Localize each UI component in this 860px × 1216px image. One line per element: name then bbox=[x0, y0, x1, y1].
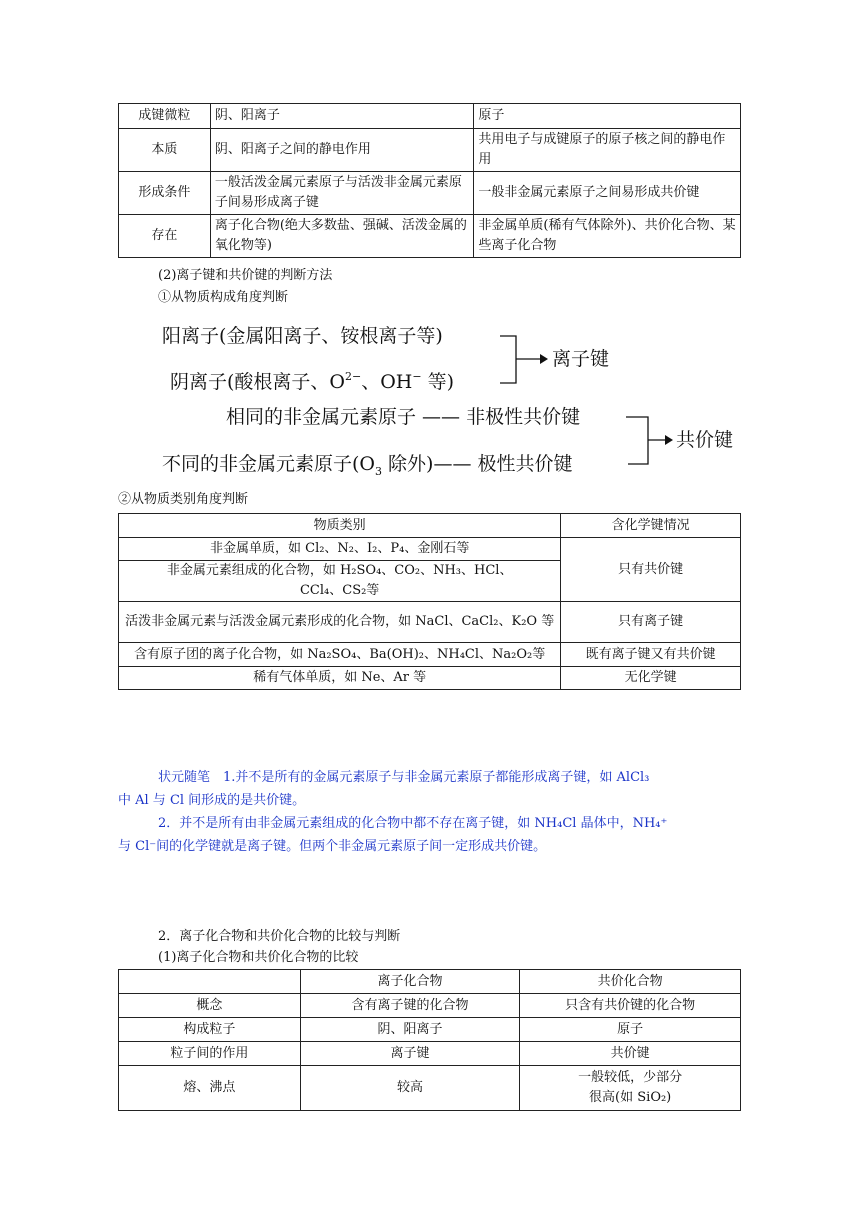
table-row bbox=[119, 215, 741, 258]
bond-cell: 无化学键 bbox=[561, 667, 741, 690]
bond-cell: 只有离子键 bbox=[561, 602, 741, 643]
ionic-bond-label: 离子键 bbox=[552, 348, 610, 370]
table-row bbox=[119, 602, 741, 643]
row-label: 熔、沸点 bbox=[119, 1066, 301, 1111]
row-label: 成键微粒 bbox=[119, 104, 211, 129]
subheading: ①从物质构成角度判断 bbox=[158, 290, 289, 305]
arrow-icon bbox=[665, 435, 673, 445]
table-row bbox=[119, 667, 741, 690]
covalent-cell: 一般非金属元素原子之间易形成共价键 bbox=[474, 172, 741, 215]
note-line: 中 Al 与 Cl 间形成的是共价键。 bbox=[118, 793, 306, 808]
ionic-cell: 含有离子键的化合物 bbox=[300, 994, 520, 1018]
table-row bbox=[119, 172, 741, 215]
row-label: 粒子间的作用 bbox=[119, 1042, 301, 1066]
header-cell: 物质类别 bbox=[119, 514, 561, 538]
category-cell: 非金属单质，如 Cl₂、N₂、I₂、P₄、金刚石等 bbox=[119, 538, 561, 561]
compound-comparison-table bbox=[118, 969, 741, 1111]
row-label: 构成粒子 bbox=[119, 1018, 301, 1042]
ionic-bracket bbox=[500, 336, 540, 383]
note-line: 2．并不是所有由非金属元素组成的化合物中都不存在离子键，如 NH₄Cl 晶体中，NH₄⁺ bbox=[158, 816, 668, 831]
covalent-cell: 原子 bbox=[474, 104, 741, 129]
ionic-cell: 阴、阳离子 bbox=[210, 104, 474, 129]
note-line: 与 Cl⁻间的化学键就是离子键。但两个非金属元素原子间一定形成共价键。 bbox=[118, 839, 547, 854]
bond-cell: 只有共价键 bbox=[561, 538, 741, 602]
table-row bbox=[119, 1042, 741, 1066]
category-cell: 稀有气体单质，如 Ne、Ar 等 bbox=[119, 667, 561, 690]
bond-cell: 既有离子键又有共价键 bbox=[561, 643, 741, 667]
table-row bbox=[119, 970, 741, 994]
ionic-cell: 较高 bbox=[300, 1066, 520, 1111]
cation-label: 阳离子(金属阳离子、铵根离子等) bbox=[162, 325, 443, 347]
ionic-cell: 离子化合物(绝大多数盐、强碱、活泼金属的氧化物等) bbox=[210, 215, 474, 258]
subheading: (1)离子化合物和共价化合物的比较 bbox=[158, 950, 359, 965]
substance-bond-table bbox=[118, 513, 741, 690]
table-row bbox=[119, 514, 741, 538]
diff-atoms-label: 不同的非金属元素原子($O_3$ 除外)—— 极性共价键 bbox=[162, 453, 573, 478]
covalent-cell: 原子 bbox=[520, 1018, 741, 1042]
table-row bbox=[119, 994, 741, 1018]
bond-comparison-table bbox=[118, 103, 741, 258]
category-cell: 含有原子团的离子化合物，如 Na₂SO₄、Ba(OH)₂、NH₄Cl、Na₂O₂等 bbox=[119, 643, 561, 667]
covalent-cell: 只含有共价键的化合物 bbox=[520, 994, 741, 1018]
row-label: 形成条件 bbox=[119, 172, 211, 215]
table-row bbox=[119, 538, 741, 561]
category-cell: 活泼非金属元素与活泼金属元素形成的化合物，如 NaCl、CaCl₂、K₂O 等 bbox=[119, 602, 561, 643]
anion-label: 阴离子(酸根离子、$O^{2-}$、OH− 等) bbox=[170, 370, 455, 393]
covalent-cell: 非金属单质(稀有气体除外)、共价化合物、某些离子化合物 bbox=[474, 215, 741, 258]
header-cell: 含化学键情况 bbox=[561, 514, 741, 538]
covalent-cell: 共用电子与成键原子的原子核之间的静电作用 bbox=[474, 129, 741, 172]
ionic-cell: 离子键 bbox=[300, 1042, 520, 1066]
row-label: 概念 bbox=[119, 994, 301, 1018]
table-row bbox=[119, 104, 741, 129]
covalent-bond-label: 共价键 bbox=[676, 429, 734, 451]
covalent-bracket bbox=[626, 417, 665, 464]
section-heading: (2)离子键和共价键的判断方法 bbox=[158, 268, 333, 283]
table-row bbox=[119, 1066, 741, 1111]
table-row bbox=[119, 129, 741, 172]
table-row bbox=[119, 643, 741, 667]
covalent-cell: 共价键 bbox=[520, 1042, 741, 1066]
covalent-cell-line: 很高(如 SiO₂) bbox=[589, 1090, 672, 1105]
row-label: 存在 bbox=[119, 215, 211, 258]
subheading: ②从物质类别角度判断 bbox=[118, 492, 249, 507]
same-atoms-label: 相同的非金属元素原子 —— 非极性共价键 bbox=[226, 406, 581, 428]
category-cell: 非金属元素组成的化合物，如 H₂SO₄、CO₂、NH₃、HCl、CCl₄、CS₂等 bbox=[119, 561, 561, 602]
header-cell: 离子化合物 bbox=[300, 970, 520, 994]
covalent-cell-line: 一般较低，少部分 bbox=[578, 1070, 683, 1085]
ionic-cell: 阴、阳离子 bbox=[300, 1018, 520, 1042]
header-cell bbox=[119, 970, 301, 994]
bond-judgement-diagram bbox=[150, 310, 750, 482]
note-line: 状元随笔 1.并不是所有的金属元素原子与非金属元素原子都能形成离子键，如 AlCl₃ bbox=[158, 770, 650, 785]
arrow-icon bbox=[540, 354, 548, 364]
ionic-cell: 一般活泼金属元素原子与活泼非金属元素原子间易形成离子键 bbox=[210, 172, 474, 215]
ionic-cell: 阴、阳离子之间的静电作用 bbox=[210, 129, 474, 172]
table-row bbox=[119, 1018, 741, 1042]
header-cell: 共价化合物 bbox=[520, 970, 741, 994]
section-heading: 2．离子化合物和共价化合物的比较与判断 bbox=[158, 929, 401, 944]
row-label: 本质 bbox=[119, 129, 211, 172]
covalent-cell bbox=[520, 1066, 741, 1111]
